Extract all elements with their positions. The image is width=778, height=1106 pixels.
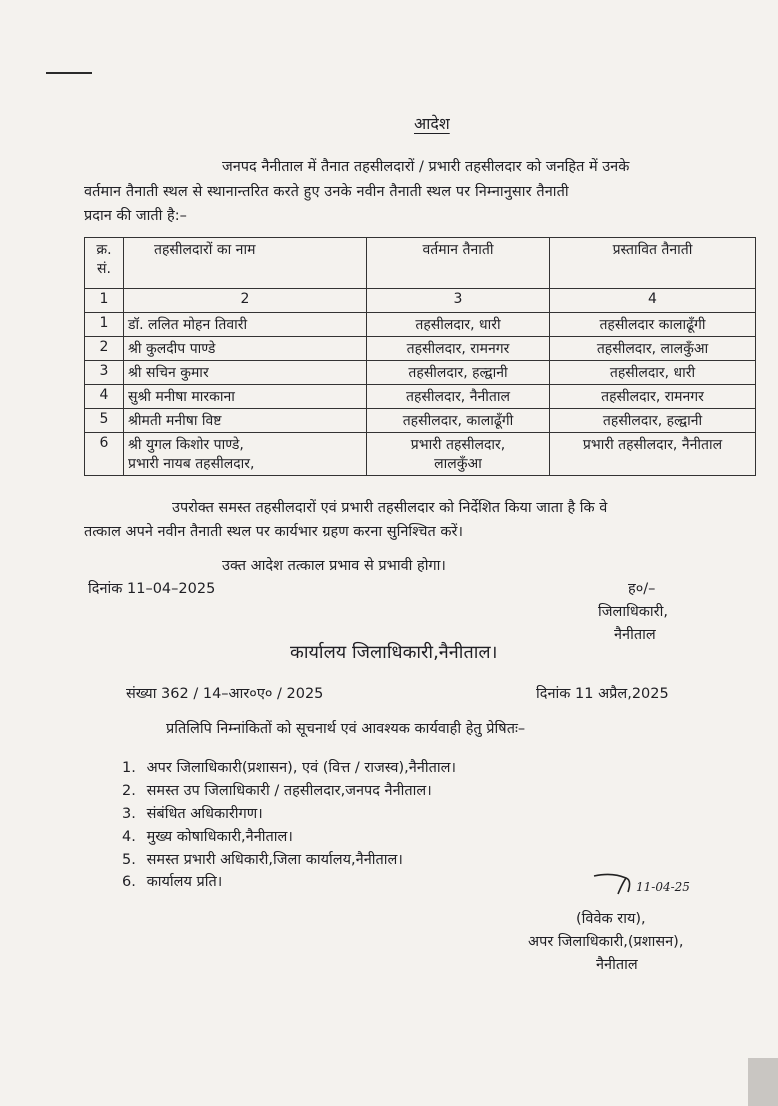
row-serial: 1 — [85, 313, 124, 337]
row-current-place: लालकुँआ — [434, 456, 482, 472]
list-item-text: संबंधित अधिकारीगण। — [146, 806, 263, 822]
row-serial: 4 — [85, 385, 124, 409]
table-row — [85, 409, 756, 433]
order-date: दिनांक 11–04–2025 — [88, 581, 216, 597]
row-proposed: तहसीलदार, धारी — [550, 361, 756, 385]
list-item-text: कार्यालय प्रति। — [146, 874, 223, 890]
row-serial: 2 — [85, 337, 124, 361]
signer-name: (विवेक राय), — [576, 911, 646, 927]
list-item-number: 1. — [122, 760, 136, 776]
list-item-number: 3. — [122, 806, 136, 822]
table-row — [85, 361, 756, 385]
dm-title: जिलाधिकारी, — [598, 604, 668, 620]
col-num-3: 3 — [367, 289, 550, 313]
signer-place: नैनीताल — [596, 957, 638, 973]
row-proposed: तहसीलदार, हल्द्वानी — [550, 409, 756, 433]
row-name-designation: प्रभारी नायब तहसीलदार, — [128, 456, 255, 472]
row-name: श्री कुलदीप पाण्डे — [124, 337, 367, 361]
dm-place: नैनीताल — [614, 627, 656, 643]
office-heading: कार्यालय जिलाधिकारी,नैनीताल। — [290, 642, 498, 663]
header-proposed: प्रस्तावित तैनाती — [550, 238, 756, 289]
list-item — [122, 826, 293, 846]
header-serial: क्र. सं. — [85, 238, 124, 289]
row-current: तहसीलदार, हल्द्वानी — [367, 361, 550, 385]
row-name-cell — [124, 433, 367, 476]
list-item-text: मुख्य कोषाधिकारी,नैनीताल। — [146, 829, 293, 845]
row-current: तहसीलदार, धारी — [367, 313, 550, 337]
copy-intro: प्रतिलिपि निम्नांकितों को सूचनार्थ एवं आवश्यक कार्यवाही हेतु प्रेषितः– — [166, 721, 526, 737]
list-item — [122, 871, 222, 891]
list-item-number: 6. — [122, 874, 136, 890]
header-current: वर्तमान तैनाती — [367, 238, 550, 289]
table-row — [85, 313, 756, 337]
intro-line-3: प्रदान की जाती है:– — [84, 208, 187, 224]
effect-line: उक्त आदेश तत्काल प्रभाव से प्रभावी होगा। — [222, 558, 446, 574]
column-number-row — [85, 289, 756, 313]
transfer-table — [84, 237, 756, 476]
para2-line-2: तत्काल अपने नवीन तैनाती स्थल पर कार्यभार ग्रहण करना सुनिश्चित करें। — [84, 524, 463, 540]
row-current: तहसीलदार, नैनीताल — [367, 385, 550, 409]
table-row — [85, 337, 756, 361]
row-name: श्रीमती मनीषा विष्ट — [124, 409, 367, 433]
list-item — [122, 849, 403, 869]
margin-dash — [46, 72, 92, 74]
row-current: तहसीलदार, रामनगर — [367, 337, 550, 361]
para2-line-1: उपरोक्त समस्त तहसीलदारों एवं प्रभारी तहसीलदार को निर्देशित किया जाता है कि वे — [172, 500, 608, 516]
signed-mark: ह०/– — [628, 581, 656, 597]
row-name: श्री सचिन कुमार — [124, 361, 367, 385]
row-current-cell — [367, 433, 550, 476]
signer-title: अपर जिलाधिकारी,(प्रशासन), — [528, 934, 684, 950]
row-proposed: प्रभारी तहसीलदार, नैनीताल — [550, 433, 756, 476]
col-num-2: 2 — [124, 289, 367, 313]
table-row — [85, 385, 756, 409]
reference-date: दिनांक 11 अप्रैल,2025 — [536, 686, 669, 702]
reference-number: संख्या 362 / 14–आर०ए० / 2025 — [126, 686, 324, 702]
scan-edge — [748, 1058, 778, 1106]
list-item-text: समस्त उप जिलाधिकारी / तहसीलदार,जनपद नैनीताल। — [146, 783, 432, 799]
document-title: आदेश — [414, 114, 450, 133]
list-item — [122, 757, 456, 777]
col-num-1: 1 — [85, 289, 124, 313]
col-num-4: 4 — [550, 289, 756, 313]
table-row — [85, 433, 756, 476]
list-item-number: 5. — [122, 852, 136, 868]
list-item-text: अपर जिलाधिकारी(प्रशासन), एवं (वित्त / राजस्व),नैनीताल। — [146, 760, 456, 776]
row-proposed: तहसीलदार, रामनगर — [550, 385, 756, 409]
list-item-number: 2. — [122, 783, 136, 799]
row-proposed: तहसीलदार, लालकुँआ — [550, 337, 756, 361]
list-item — [122, 780, 432, 800]
row-name: श्री युगल किशोर पाण्डे, — [128, 437, 244, 453]
signature-date: 11-04-25 — [636, 880, 690, 894]
row-serial: 3 — [85, 361, 124, 385]
list-item-number: 4. — [122, 829, 136, 845]
row-name: डॉ. ललित मोहन तिवारी — [124, 313, 367, 337]
list-item — [122, 803, 263, 823]
row-serial: 5 — [85, 409, 124, 433]
intro-line-2: वर्तमान तैनाती स्थल से स्थानान्तरित करते हुए उनके नवीन तैनाती स्थल पर निम्नानुसार तैनाती — [84, 184, 569, 200]
header-name: तहसीलदारों का नाम — [124, 238, 367, 289]
row-name: सुश्री मनीषा मारकाना — [124, 385, 367, 409]
row-current: तहसीलदार, कालाढूँगी — [367, 409, 550, 433]
row-current: प्रभारी तहसीलदार, — [410, 437, 506, 453]
table-header-row — [85, 238, 756, 289]
row-serial: 6 — [85, 433, 124, 476]
intro-line-1: जनपद नैनीताल में तैनात तहसीलदारों / प्रभारी तहसीलदार को जनहित में उनके — [222, 159, 630, 175]
row-proposed: तहसीलदार कालाढूँगी — [550, 313, 756, 337]
list-item-text: समस्त प्रभारी अधिकारी,जिला कार्यालय,नैनीताल। — [146, 852, 403, 868]
